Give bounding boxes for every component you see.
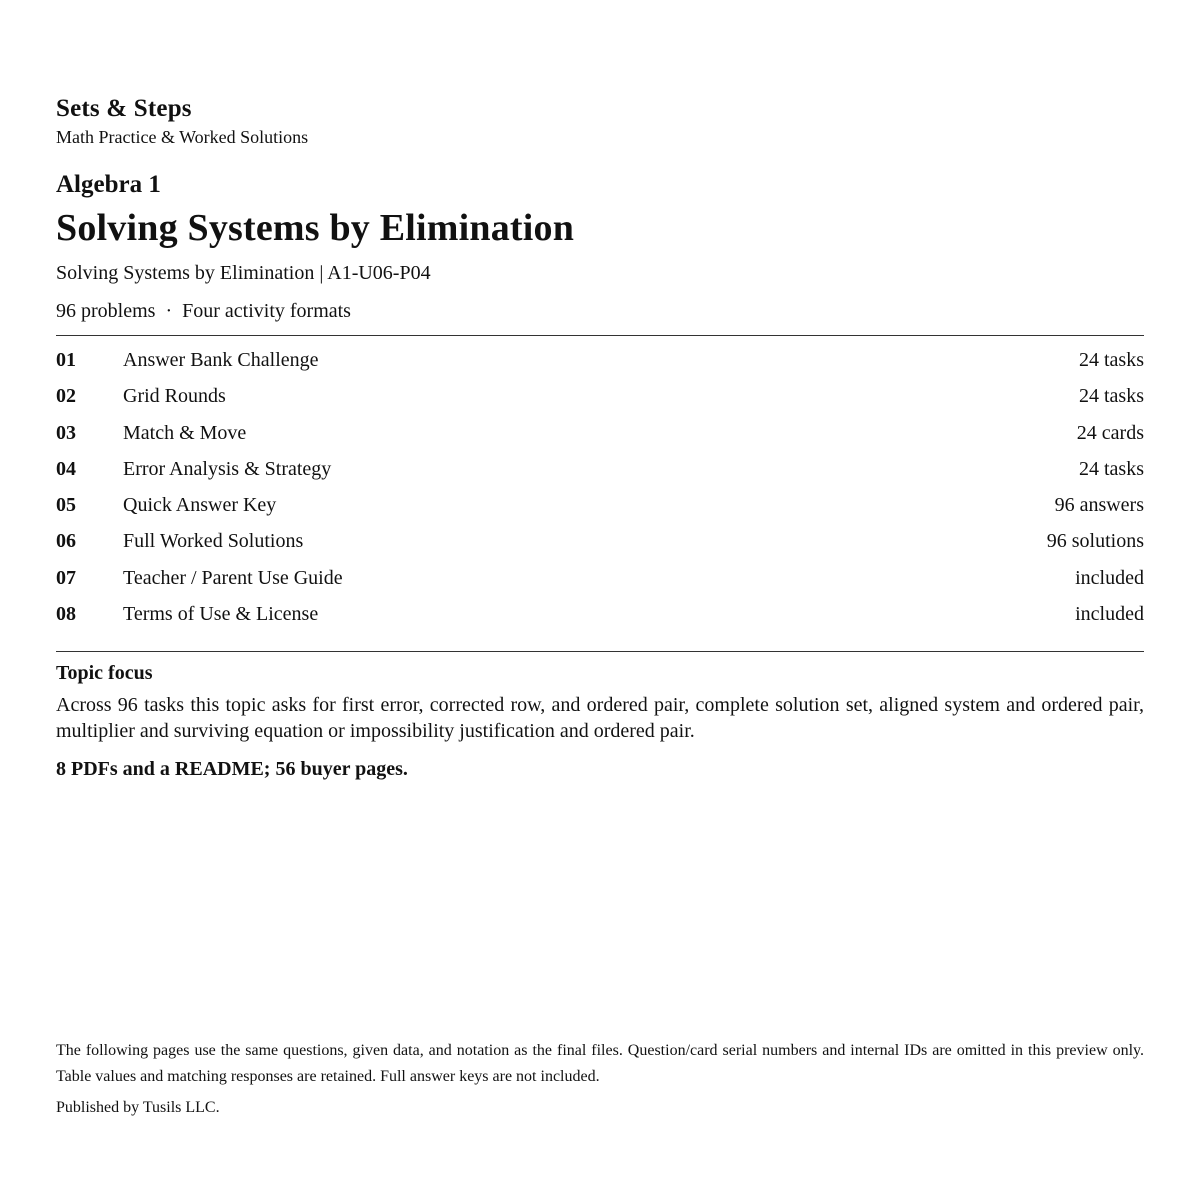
product-code-line: Solving Systems by Elimination | A1-U06-P04 — [56, 262, 431, 284]
contents-count: included — [1075, 603, 1144, 626]
divider-top — [56, 335, 1144, 336]
contents-label: Teacher / Parent Use Guide — [123, 566, 343, 589]
contents-row — [56, 415, 1144, 451]
format-count: Four activity formats — [182, 300, 351, 322]
brand-tagline: Math Practice & Worked Solutions — [56, 127, 309, 147]
contents-count: included — [1075, 566, 1144, 589]
contents-row — [56, 560, 1144, 596]
topic-focus-heading: Topic focus — [56, 662, 153, 684]
contents-label: Answer Bank Challenge — [123, 349, 319, 371]
contents-number: 03 — [56, 421, 76, 444]
contents-count: 24 tasks — [1079, 457, 1144, 480]
page-title: Solving Systems by Elimination — [56, 207, 575, 249]
contents-number: 06 — [56, 530, 76, 553]
contents-row — [56, 451, 1144, 487]
contents-row — [56, 523, 1144, 559]
contents-label: Error Analysis & Strategy — [123, 457, 332, 480]
contents-row — [56, 342, 1144, 378]
divider-bottom — [56, 651, 1144, 652]
course-name: Algebra 1 — [56, 171, 161, 198]
product-summary — [56, 298, 351, 324]
contents-row — [56, 378, 1144, 414]
brand-name: Sets & Steps — [56, 95, 192, 122]
contents-count: 24 tasks — [1079, 385, 1144, 408]
preview-note: The following pages use the same questions, given data, and notation as the final files. Question/card serial numbers and internal IDs are omitted in this preview only. Table values and matching responses are retained. Full answer keys are not included. — [56, 1042, 1144, 1085]
contents-count: 96 answers — [1054, 494, 1144, 517]
contents-row — [56, 487, 1144, 523]
contents-number: 08 — [56, 603, 76, 626]
contents-label: Terms of Use & License — [123, 603, 319, 626]
contents-number: 02 — [56, 385, 76, 408]
contents-label: Grid Rounds — [123, 385, 226, 408]
topic-focus-text: Across 96 tasks this topic asks for first error, corrected row, and ordered pair, complete solution set, aligned system and ordered pair, multiplier and surviving equation or impossibility justification and ordered pair. — [56, 694, 1144, 742]
publisher-line: Published by Tusils LLC. — [56, 1099, 220, 1116]
contents-list — [56, 342, 1144, 632]
problem-count: 96 problems — [56, 300, 156, 322]
contents-number: 07 — [56, 566, 76, 589]
contents-number: 04 — [56, 457, 76, 480]
contents-number: 05 — [56, 494, 76, 517]
contents-label: Match & Move — [123, 421, 247, 444]
separator-dot: · — [165, 300, 173, 322]
contents-row — [56, 596, 1144, 632]
contents-count: 24 cards — [1076, 421, 1144, 444]
contents-label: Full Worked Solutions — [123, 530, 304, 553]
contents-count: 24 tasks — [1079, 349, 1144, 371]
contents-label: Quick Answer Key — [123, 494, 277, 517]
contents-number: 01 — [56, 349, 76, 371]
deliverables-summary: 8 PDFs and a README; 56 buyer pages. — [56, 758, 408, 780]
contents-count: 96 solutions — [1046, 530, 1144, 553]
document-page — [56, 0, 1144, 1200]
